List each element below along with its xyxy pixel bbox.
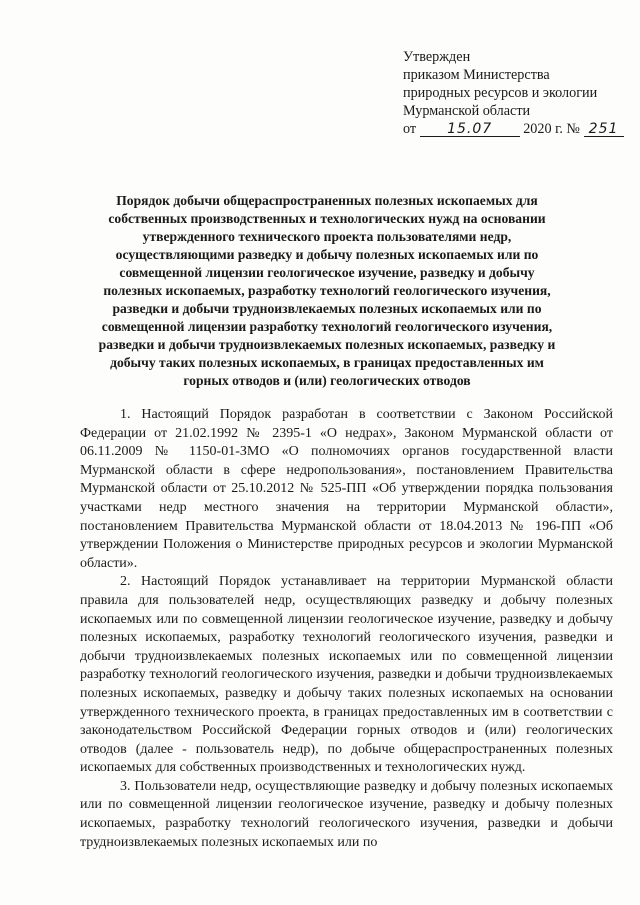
approval-date-line: [403, 120, 628, 138]
paragraph-3: 3. Пользователи недр, осуществляющие разведку и добычу полезных ископаемых или по совмещенной лицензии геологическое изучение, разведку и добычу полезных ископаемых, разработку технологий геологического изучения, разведки и добычи трудноизвлекаемых полезных ископаемых или по: [80, 778, 613, 850]
paragraph-2: 2. Настоящий Порядок устанавливает на территории Мурманской области правила для пользователей недр, осуществляющих разведку и добычу полезных ископаемых или по совмещенной лицензии геологическое изучение, разведку и добычу полезных ископаемых, разработку технологий геологического изучения, разведки и добычи трудноизвлекаемых полезных ископаемых или по совмещенной лицензии разработку технологий геологического изучения, разведки и добычи трудноизвлекаемых полезных ископаемых, разведку и добычу таких полезных ископаемых на основании утвержденного технического проекта, в границах предоставленных им в соответствии с законодательством Российской Федерации горных отводов и (или) геологических отводов (далее - пользователь недр), по добыче общераспространенных полезных ископаемых для собственных производственных и технологических нужд.: [80, 574, 613, 776]
approval-line-2: приказом Министерства: [403, 67, 550, 83]
document-body: [80, 406, 613, 852]
approval-handwritten-number: 251: [584, 122, 624, 137]
approval-line-3: природных ресурсов и экологии: [403, 85, 598, 101]
paragraph-1: 1. Настоящий Порядок разработан в соответствии с Законом Российской Федерации от 21.02.1992 № 2395-1 «О недрах», Законом Мурманской области от 06.11.2009 № 1150-01-ЗМО «О полномочиях органов государственной власти Мурманской области в сфере недропользования», постановлением Правительства Мурманской области от 25.10.2012 № 525-ПП «Об утверждении порядка пользования участками недр местного значения на территории Мурманской области», постановлением Правительства Мурманской области от 18.04.2013 № 196-ПП «Об утверждении Положения о Министерстве природных ресурсов и экологии Мурманской области».: [80, 407, 613, 571]
approval-line-4: Мурманской области: [403, 103, 531, 119]
approval-handwritten-date: 15.07: [420, 122, 520, 137]
approval-from-label: от: [403, 121, 417, 137]
approval-stamp: [403, 48, 628, 138]
approval-line-1: Утвержден: [403, 49, 471, 65]
approval-year: 2020 г. №: [523, 121, 580, 137]
document-title: Порядок добычи общераспространенных полезных ископаемых для собственных производственных и технологических нужд на основании утвержденного технического проекта пользователями недр, осуществляющими разведку и добычу полезных ископаемых или по совмещенной лицензии геологическое изучение, разведку и добычу полезных ископаемых, разработку технологий геологического изучения, разведки и добычи трудноизвлекаемых полезных ископаемых или по совмещенной лицензии разработку технологий геологического изучения, разведки и добычи трудноизвлекаемых полезных ископаемых, разведку и добычу таких полезных ископаемых, в границах предоставленных им горных отводов и (или) геологических отводов: [98, 193, 556, 388]
